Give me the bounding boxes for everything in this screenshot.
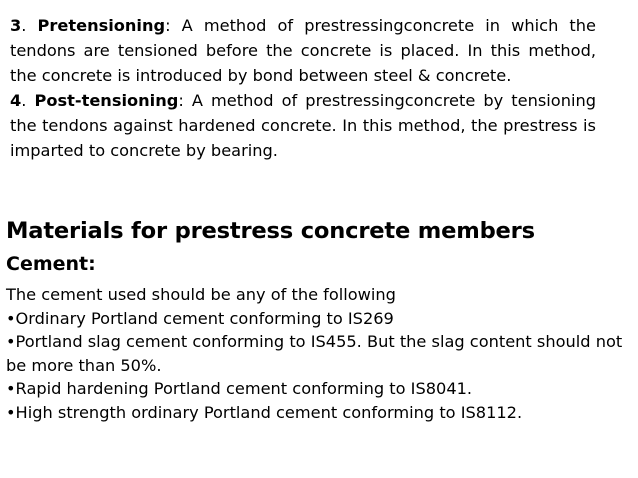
list-item: •High strength ordinary Portland cement conforming to IS8112. [6,402,523,422]
pretensioning-paragraph: 3. Pretensioning: A method of prestressingconcrete in which the tendons are tensioned before the concrete is placed. In this method, the concrete is introduced by bond between steel & concrete. [10,16,597,85]
cement-intro: The cement used should be any of the following [6,285,396,304]
list-item: •Rapid hardening Portland cement conforming to IS8041. [6,379,473,398]
pretensioning-number: 3 [10,16,22,35]
cement-list [6,283,630,424]
posttensioning-number: 4 [10,91,22,110]
section-title: Materials for prestress concrete members [6,218,535,244]
posttensioning-term: Post-tensioning [34,91,179,110]
cement-subtitle: Cement: [6,253,96,275]
list-item: •Portland slag cement conforming to IS455. But the slag content should not be more than 50%. [6,332,623,375]
list-item: •Ordinary Portland cement conforming to IS269 [6,308,394,328]
methods-textbox [10,13,596,163]
pretensioning-definition: A method of prestressingconcrete in which the tendons are tensioned before the concrete is placed. In this method, the concrete is introduced by bond between steel & concrete. [10,16,597,85]
pretensioning-term: Pretensioning [37,16,166,35]
posttensioning-definition: A method of prestressingconcrete by tensioning the tendons against hardened concrete. In this method, the prestress is imparted to concrete by bearing. [10,91,596,160]
posttensioning-paragraph: 4. Post-tensioning: A method of prestressingconcrete by tensioning the tendons against hardened concrete. In this method, the prestress is imparted to concrete by bearing. [10,91,596,160]
